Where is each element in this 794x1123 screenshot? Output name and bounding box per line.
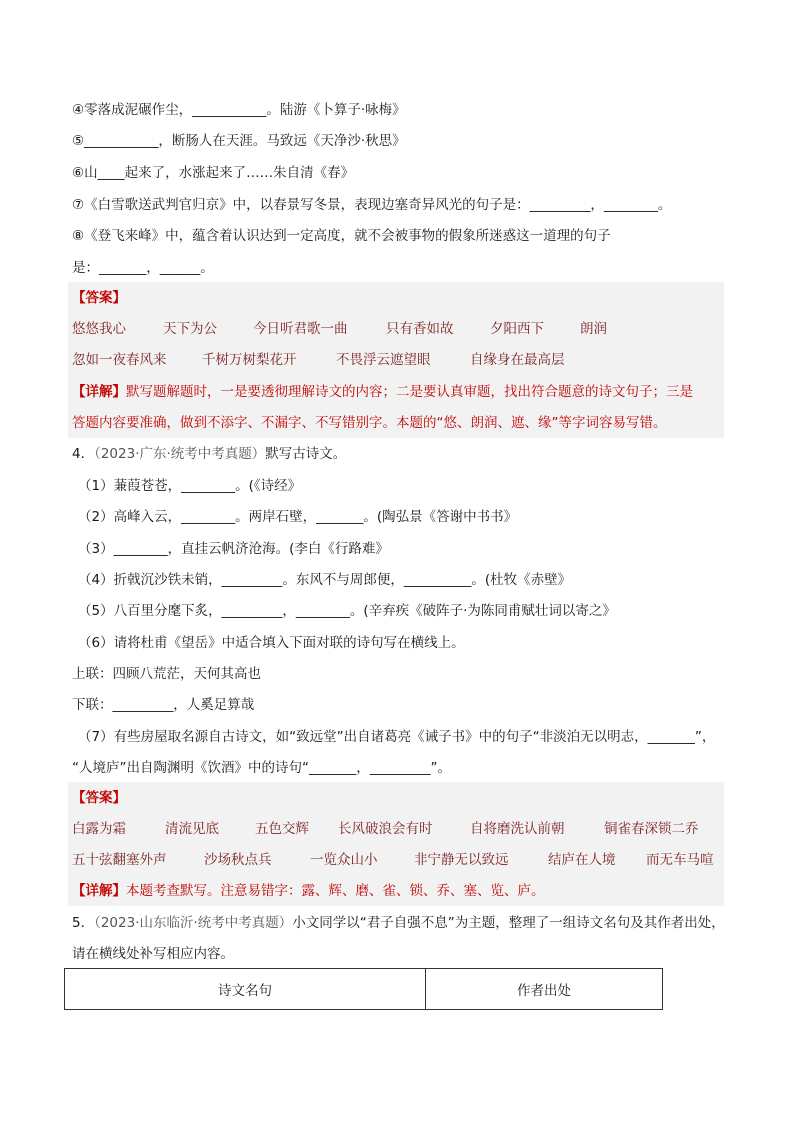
question-item: ④零落成泥碾作尘，___________。陆游《卜算子·咏梅》 — [72, 102, 406, 118]
question-item: （4）折戟沉沙铁未销，_________。东风不与周郎便，__________。(杜牧《赤壁》 — [78, 572, 572, 588]
answer-item: 不畏浮云遮望眼 — [336, 352, 431, 368]
table-header-row — [65, 969, 663, 1010]
question-stem: 小文同学以“君子自强不息”为主题，整理了一组诗文名句及其作者出处， — [292, 915, 725, 931]
question-item: ⑧《登飞来峰》中，蕴含着认识达到一定高度，就不会被事物的假象所迷惑这一道理的句子 — [72, 228, 611, 244]
question-source: （2023·广东·统考中考真题） — [94, 446, 266, 462]
detail-label: 【详解】 — [72, 384, 126, 400]
answer-item: 忽如一夜春风来 — [72, 352, 167, 368]
answer-item: 今日听君歌一曲 — [253, 321, 348, 337]
question-item: ⑥山____起来了，水涨起来了……朱自清《春》 — [72, 165, 355, 181]
answer-item: 非宁静无以致远 — [414, 852, 509, 868]
answer-item: 沙场秋点兵 — [204, 852, 272, 868]
question-item: ⑤___________，断肠人在天涯。马致远《天净沙·秋思》 — [72, 133, 406, 149]
answer-item: 长风破浪会有时 — [338, 821, 433, 837]
table-header: 诗文名句 — [65, 969, 426, 1010]
answer-item: 一览众山小 — [310, 852, 378, 868]
question-item: 是：_______，______。 — [72, 260, 214, 276]
question-number: 4． — [72, 446, 95, 462]
question-number: 5． — [72, 915, 95, 931]
answer-item: 天下为公 — [163, 321, 217, 337]
question-source: （2023·山东临沂·统考中考真题） — [94, 915, 293, 931]
answer-item: 结庐在人境 — [548, 852, 616, 868]
question-item: ⑦《白雪歌送武判官归京》中，以春景写冬景，表现边塞奇异风光的句子是：_________，________。 — [72, 197, 672, 213]
answer-item: 白露为霜 — [72, 821, 126, 837]
detail-text: 本题考查默写。注意易错字：露、辉、磨、雀、锁、乔、塞、览、庐。 — [126, 883, 545, 899]
question-item: （6）请将杜甫《望岳》中适合填入下面对联的诗句写在横线上。 — [78, 635, 465, 651]
question-item: （5）八百里分麾下炙，_________，________。(辛弃疾《破阵子·为陈同甫赋壮词以寄之》 — [78, 603, 616, 619]
answer-item: 只有香如故 — [386, 321, 454, 337]
answer-item: 朗润 — [580, 321, 607, 337]
answer-item: 铜雀春深锁二乔 — [604, 821, 699, 837]
poem-table — [64, 968, 663, 1010]
question-item: （3）________，直挂云帆济沧海。(李白《行路难》 — [78, 541, 389, 557]
detail-text: 默写题解题时，一是要透彻理解诗文的内容；二是要认真审题，找出符合题意的诗文句子；三是 — [126, 384, 693, 400]
question-item: “人境庐”出自陶渊明《饮酒》中的诗句“_______，_________”。 — [72, 760, 451, 776]
question-header — [72, 444, 346, 464]
question-stem: 默写古诗文。 — [265, 446, 347, 462]
answer-row — [72, 850, 722, 870]
answer-item: 自缘身在最高层 — [470, 352, 565, 368]
detail-label: 【详解】 — [72, 883, 126, 899]
detail-line: 答题内容要准确，做到不添字、不漏字、不写错别字。本题的“悠、朗润、遮、缘”等字词容易写错。 — [72, 415, 667, 431]
detail-line — [72, 881, 545, 901]
answer-label: 【答案】 — [72, 290, 126, 306]
answer-item: 千树万树梨花开 — [202, 352, 297, 368]
answer-item: 清流见底 — [165, 821, 219, 837]
answer-item: 悠悠我心 — [72, 321, 126, 337]
answer-row — [72, 319, 722, 339]
couplet-line: 下联：_________，人奚足算哉 — [72, 697, 255, 713]
question-item: （1）蒹葭苍苍，________。(《诗经》 — [78, 478, 302, 494]
answer-row — [72, 819, 722, 839]
question-item: （2）高峰入云，________。两岸石壁，_______。(陶弘景《答谢中书书》 — [78, 509, 518, 525]
answer-item: 五色交辉 — [255, 821, 309, 837]
answer-row — [72, 350, 722, 370]
answer-item: 五十弦翻塞外声 — [72, 852, 167, 868]
question-stem: 请在横线处补写相应内容。 — [72, 946, 234, 962]
couplet-line: 上联：四顾八荒茫，天何其高也 — [72, 666, 261, 682]
table-header: 作者出处 — [426, 969, 663, 1010]
answer-item: 而无车马喧 — [646, 852, 714, 868]
answer-item: 自将磨洗认前朝 — [470, 821, 565, 837]
detail-line — [72, 382, 693, 402]
answer-item: 夕阳西下 — [490, 321, 544, 337]
question-header — [72, 913, 725, 933]
answer-label: 【答案】 — [72, 790, 126, 806]
question-item: （7）有些房屋取名源自古诗文，如“致远堂”出自诸葛亮《诫子书》中的句子“非淡泊无以明志，_______”， — [78, 729, 716, 745]
